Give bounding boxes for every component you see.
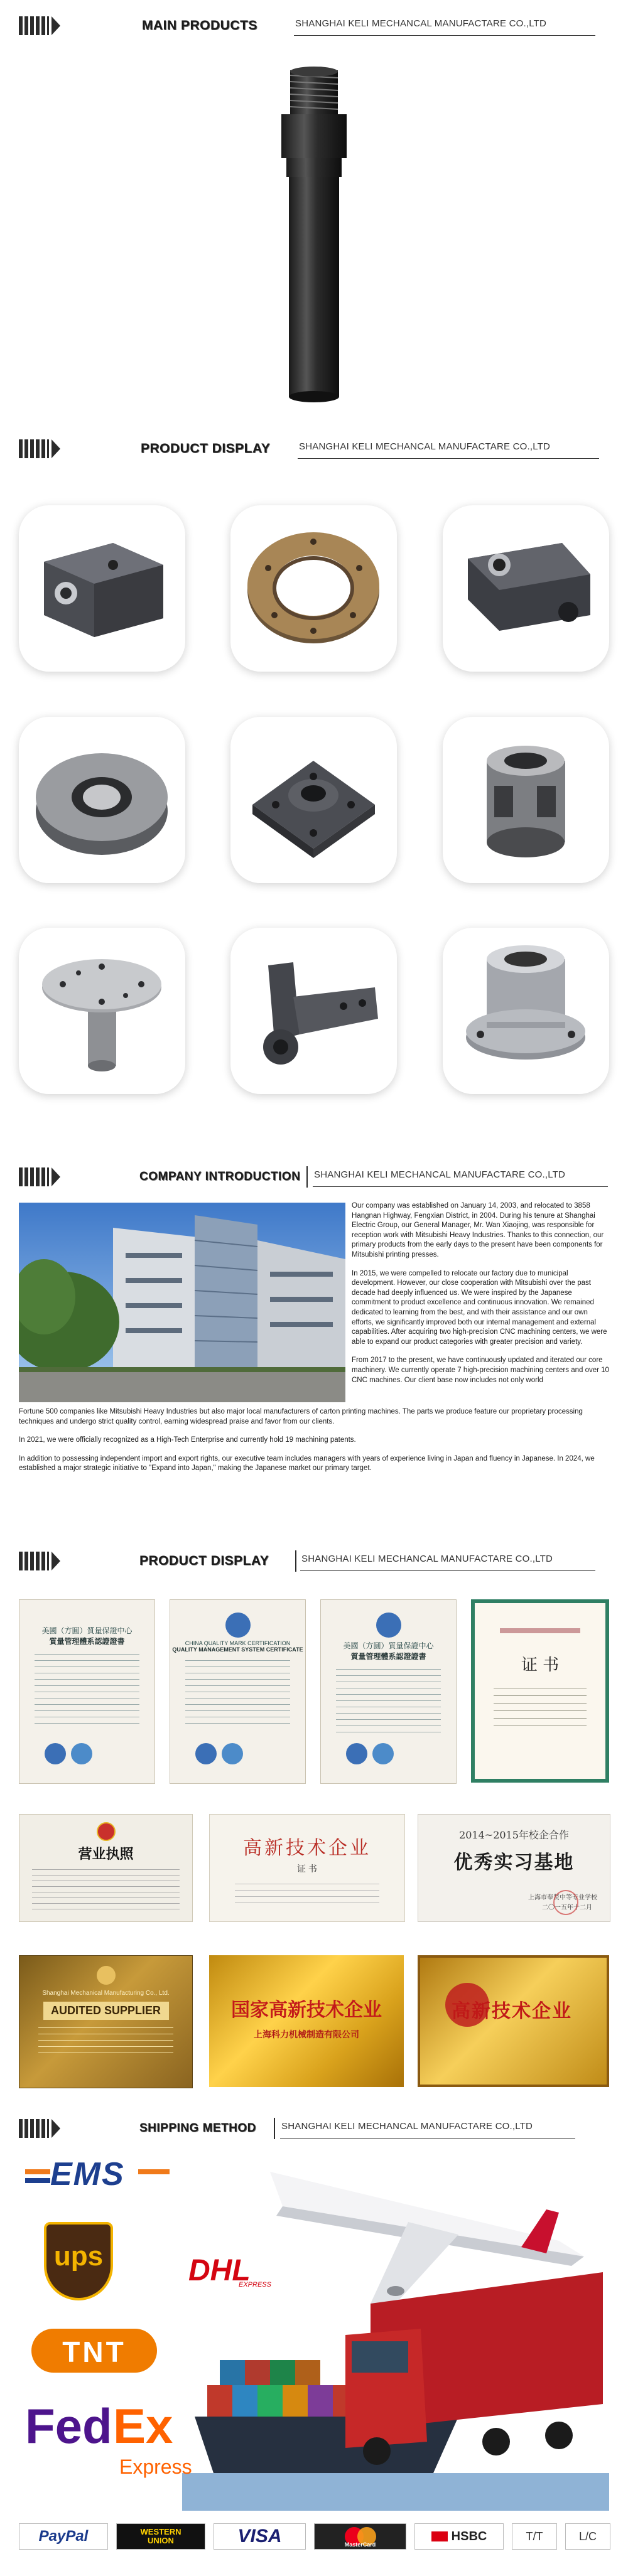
payment-hsbc[interactable] — [414, 2523, 504, 2550]
ems-logo-text: EMS — [50, 2156, 125, 2192]
tnt-logo-text: TNT — [62, 2336, 126, 2368]
cert-logo-icon — [97, 1966, 116, 1985]
header-stripe-decoration — [19, 1552, 49, 1570]
payment-visa[interactable] — [214, 2523, 306, 2550]
cert-title: 国家高新技术企业 — [231, 1999, 382, 2021]
product-display-header — [19, 434, 609, 463]
product-tile-square-flange[interactable] — [230, 717, 397, 883]
header-arrow-decoration — [51, 16, 60, 35]
cert-seal-icon — [195, 1743, 217, 1764]
header-arrow-decoration — [51, 1552, 60, 1570]
cert-body-lines — [235, 1884, 379, 1909]
certificate-quality-2[interactable] — [170, 1599, 306, 1784]
header-stripe-decoration — [19, 439, 49, 458]
cert-issuer: 上海市奉贤中等专业学校 — [528, 1894, 597, 1901]
cert-company: Shanghai Mechanical Manufacturing Co., Ltd. — [42, 1990, 170, 1997]
cert-title: AUDITED SUPPLIER — [43, 2002, 169, 2020]
shipping-collage-image — [19, 2147, 609, 2511]
header-arrow-decoration — [51, 2119, 60, 2138]
certificate-framed[interactable] — [471, 1599, 609, 1783]
header-rule — [294, 35, 595, 36]
cert-title: 营业执照 — [78, 1846, 134, 1862]
payment-western-union[interactable] — [116, 2523, 205, 2550]
header-divider — [295, 1550, 296, 1572]
cert-seal-icon — [45, 1743, 66, 1764]
cert-seal-icon — [372, 1743, 394, 1764]
intro-paragraph: From 2017 to the present, we have continuously updated and iterated our core machinery. We currently operate 7 high-precision machining centers and over 10 CNC machines. Our client base now includes not only world — [352, 1356, 609, 1384]
cert-subheading: 質量管理體系認證證書 — [49, 1637, 125, 1646]
certificate-audited-supplier[interactable] — [19, 1955, 193, 2088]
header-rule — [313, 1186, 608, 1187]
factory-building-photo — [19, 1203, 345, 1402]
cert-heading: 美國（方圓）質量保證中心 — [343, 1641, 434, 1650]
fedex-logo-subtext: Express — [119, 2455, 192, 2478]
section-title: PRODUCT DISPLAY — [141, 441, 271, 456]
company-introduction-header — [19, 1162, 609, 1191]
ems-logo — [25, 2153, 182, 2197]
intro-paragraph: In addition to possessing independent import and export rights, our executive team includes managers with years of experience living in Japan and fluency in Japanese. In 2024, we established a major strategic initiative to "Expand into Japan," making the Japanese market our primary target. — [19, 1454, 595, 1473]
payment-tt[interactable] — [512, 2523, 557, 2550]
cert-date: 二〇一五年十二月 — [542, 1904, 592, 1911]
cert-title: 优秀实习基地 — [453, 1852, 575, 1874]
company-name: SHANGHAI KELI MECHANCAL MANUFACTARE CO.,LTD — [301, 1554, 553, 1564]
certificate-national-high-tech[interactable] — [209, 1955, 404, 2087]
header-divider — [306, 1166, 308, 1188]
cert-body-lines — [494, 1688, 587, 1732]
fedex-logo — [25, 2398, 214, 2486]
thread-top — [290, 67, 338, 114]
lc-label: L/C — [578, 2530, 597, 2543]
intro-paragraph: Our company was established on January 14, 2003, and relocated to 3858 Hangnan Highway, Fengxian District, in 2004. During his tenure at Shanghai Electric Group, our General Manager, Mr. Wan Xiaojing, was responsible for reception work with Mitsubishi Heavy Industries. Thanks to this connection, our primary products from the early days to the present have been components for Mitsubishi printing presses. — [352, 1202, 604, 1258]
shipping-method-header — [19, 2114, 609, 2143]
cert-body-lines — [32, 1869, 180, 1913]
cert-body-lines — [336, 1669, 441, 1738]
certificate-quality-3[interactable] — [320, 1599, 457, 1784]
cert-title: 高新技术企业 — [452, 2000, 572, 2022]
cert-heading: 美國（方圓）質量保證中心 — [41, 1626, 133, 1635]
tnt-logo — [31, 2329, 157, 2373]
company-name: SHANGHAI KELI MECHANCAL MANUFACTARE CO.,LTD — [295, 18, 547, 29]
certificate-internship-base[interactable] — [418, 1814, 610, 1922]
section-title: MAIN PRODUCTS — [142, 18, 257, 33]
header-arrow-decoration — [51, 439, 60, 458]
tt-label: T/T — [526, 2530, 543, 2543]
cert-top-line: 2014~2015年校企合作 — [459, 1829, 569, 1841]
header-rule — [300, 1570, 595, 1571]
section-title: SHIPPING METHOD — [139, 2122, 256, 2135]
certificate-business-license[interactable] — [19, 1814, 193, 1922]
ems-stripe-decoration — [138, 2169, 170, 2174]
cert-seal-icon — [553, 1890, 578, 1915]
intro-paragraph: Fortune 500 companies like Mitsubishi Heavy Industries but also major local manufacturers of carton printing machines. The parts we produce feature our proprietary processing techniques and undergo strict quality control, earning widespread praise and favor from our clients. — [19, 1408, 583, 1425]
cert-seal-icon — [222, 1743, 243, 1764]
header-arrow-decoration — [51, 1167, 60, 1186]
product-tile-bracket-block[interactable] — [19, 505, 185, 672]
cert-seal-icon — [346, 1743, 367, 1764]
cert-body-lines — [185, 1660, 290, 1729]
dhl-logo — [176, 2253, 295, 2291]
product-tile-bronze-ring[interactable] — [230, 505, 397, 672]
main-products-header — [19, 11, 609, 40]
cert-body-lines — [35, 1654, 139, 1729]
company-name: SHANGHAI KELI MECHANCAL MANUFACTARE CO.,LTD — [314, 1169, 566, 1180]
product-tile-bearing-housing[interactable] — [443, 928, 609, 1094]
company-name: SHANGHAI KELI MECHANCAL MANUFACTARE CO.,LTD — [299, 441, 551, 452]
cert-heading: CHINA QUALITY MARK CERTIFICATION — [185, 1640, 291, 1646]
company-intro-text-right — [352, 1201, 610, 1385]
company-intro-text-full — [19, 1407, 610, 1483]
fedex-logo-fed: Fed — [25, 2398, 112, 2454]
certificate-quality-1[interactable] — [19, 1599, 155, 1784]
intro-paragraph: In 2015, we were compelled to relocate our factory due to municipal development. However, our close cooperation with Mitsubishi over the past decade had deeply influenced us. We were inspired by the Japanese commitment to product excellence and continuous innovation. We remained dedicated to learning from the best, and with their assistance and our own efforts, we significantly improved both our internal management and external capabilities. After acquiring two high-precision CNC machining centers, we were able to expand our product categories with greater precision and variety. — [352, 1269, 607, 1346]
ups-logo-text: ups — [53, 2241, 104, 2272]
cert-subtitle: 上海科力机械制造有限公司 — [254, 2029, 359, 2039]
hsbc-label: HSBC — [451, 2529, 487, 2543]
cert-subheading: 質量管理體系認證證書 — [350, 1652, 426, 1661]
ems-stripe-decoration — [25, 2169, 50, 2174]
company-name: SHANGHAI KELI MECHANCAL MANUFACTARE CO.,LTD — [281, 2121, 533, 2132]
cert-logo-icon — [225, 1613, 251, 1638]
product-tile-machined-cylinder[interactable] — [443, 717, 609, 883]
mastercard-label: MasterCard — [344, 2541, 376, 2548]
ems-stripe-decoration — [25, 2178, 50, 2183]
header-stripe-decoration — [19, 1167, 49, 1186]
certificates-header — [19, 1547, 609, 1575]
fedex-logo-ex: Ex — [113, 2398, 173, 2454]
cert-title: 证 书 — [521, 1656, 560, 1675]
western-union-label-1: WESTERN — [140, 2527, 181, 2536]
cert-subheading: QUALITY MANAGEMENT SYSTEM CERTIFICATE — [172, 1646, 303, 1653]
cert-heading-lines — [500, 1628, 580, 1633]
cert-body-lines — [38, 2027, 173, 2059]
section-title: COMPANY INTRODUCTION — [139, 1170, 301, 1183]
product-tile-link-arm[interactable] — [443, 505, 609, 672]
product-tile-flange-wheel[interactable] — [19, 717, 185, 883]
certificate-high-tech-plaque[interactable] — [418, 1955, 609, 2087]
product-tile-flange-shaft[interactable] — [19, 928, 185, 1094]
payment-mastercard[interactable] — [314, 2523, 406, 2550]
header-stripe-decoration — [19, 2119, 49, 2138]
intro-paragraph: In 2021, we were officially recognized as a High-Tech Enterprise and currently hold 19 machining patents. — [19, 1436, 356, 1444]
header-rule — [298, 458, 599, 459]
visa-label: VISA — [237, 2526, 282, 2546]
certificate-high-tech[interactable] — [209, 1814, 405, 1922]
header-rule — [280, 2138, 575, 2139]
ups-logo — [44, 2222, 113, 2300]
cert-title: 高新技术企业 — [243, 1837, 371, 1859]
header-stripe-decoration — [19, 16, 49, 35]
payment-paypal[interactable] — [19, 2523, 108, 2550]
dhl-logo-subtext: EXPRESS — [239, 2281, 271, 2289]
main-product-image — [251, 63, 377, 414]
header-divider — [274, 2118, 275, 2139]
payment-lc[interactable] — [565, 2523, 610, 2550]
cert-logo-icon — [376, 1613, 401, 1638]
western-union-label-2: UNION — [148, 2536, 174, 2545]
dhl-logo-text: DHL — [188, 2254, 251, 2287]
paypal-label: PayPal — [38, 2528, 89, 2545]
cert-subtitle: 证 书 — [297, 1864, 317, 1874]
hsbc-hexagon-icon — [431, 2531, 448, 2541]
section-title: PRODUCT DISPLAY — [139, 1554, 269, 1568]
product-tile-angle-bracket[interactable] — [230, 928, 397, 1094]
national-emblem-icon — [97, 1822, 116, 1841]
cert-seal-icon — [71, 1743, 92, 1764]
